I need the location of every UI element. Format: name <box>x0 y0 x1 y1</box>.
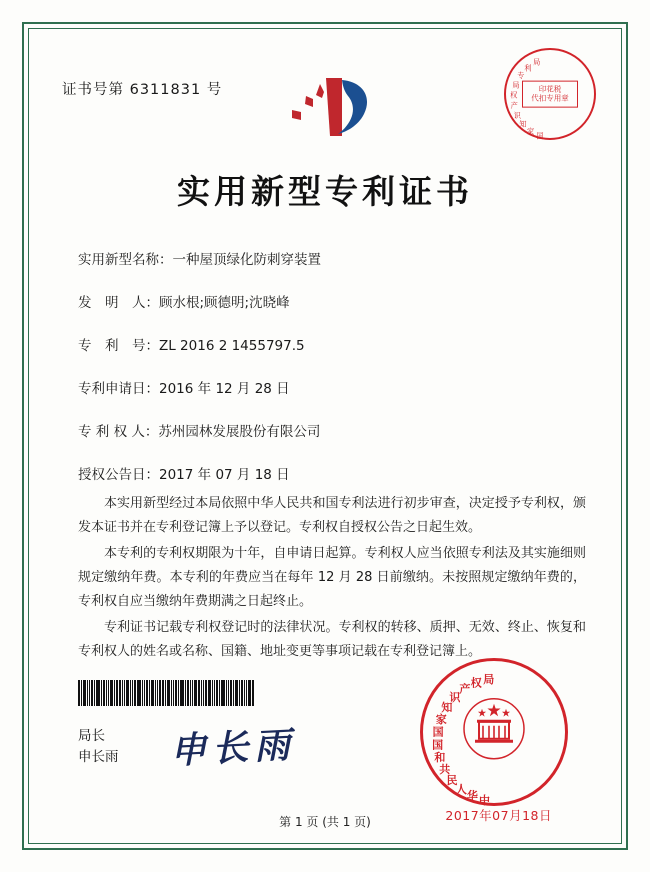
field-utility-model-name <box>78 248 590 268</box>
page-footer: 第 1 页 (共 1 页) <box>279 815 371 829</box>
national-seal: 中 华 人 民 共 和 国 国 家 知 识 产 权 局 <box>420 658 568 806</box>
tax-stamp <box>504 48 596 140</box>
field-label: 授权公告日： <box>78 467 159 483</box>
field-inventors <box>78 291 590 311</box>
legal-text <box>78 492 586 666</box>
field-value: 苏州园林发展股份有限公司 <box>158 424 321 440</box>
tax-stamp-inner <box>522 81 578 108</box>
tax-stamp-ring-text: 国 家 知 识 产 权 局 专 利 局 <box>510 57 544 141</box>
signatory-name: 申长雨 <box>78 748 119 765</box>
field-list <box>78 248 590 506</box>
certificate-number: 证书号第 6311831 号 <box>62 82 223 98</box>
national-emblem-icon <box>461 696 527 762</box>
field-value: 顾水根;顾德明;沈晓峰 <box>159 295 290 311</box>
barcode <box>78 680 256 706</box>
field-value: 2016 年 12 月 28 日 <box>159 381 290 397</box>
field-patentee <box>78 420 590 440</box>
page-title: 实用新型专利证书 <box>177 172 473 211</box>
patent-office-logo-icon <box>268 68 388 143</box>
signature-labels <box>78 726 119 768</box>
field-grant-announcement-date <box>78 463 590 483</box>
field-label: 发 明 人： <box>78 295 159 311</box>
tax-stamp-line1: 印花税 <box>538 84 562 94</box>
field-label: 专利申请日： <box>78 381 159 397</box>
legal-paragraph-2: 本专利的专利权期限为十年，自申请日起算。专利权人应当依照专利法及其实施细则规定缴纳年费。本专利的年费应当在每年 12 月 28 日前缴纳。未按照规定缴纳年费的，专利权自应当缴纳年费期满之日起终止。 <box>78 546 586 610</box>
field-value: ZL 2016 2 1455797.5 <box>159 338 305 354</box>
tax-stamp-line2: 代扣专用章 <box>531 94 569 103</box>
legal-paragraph-3: 专利证书记载专利权登记时的法律状况。专利权的转移、质押、无效、终止、恢复和专利权人的姓名或名称、国籍、地址变更等事项记载在专利登记簿上。 <box>78 620 586 660</box>
field-value: 一种屋顶绿化防刺穿装置 <box>172 252 321 268</box>
field-label: 专 利 权 人： <box>78 424 159 440</box>
field-label: 专 利 号： <box>78 338 159 354</box>
seal-date: 2017年07月18日 <box>445 808 552 823</box>
handwritten-signature: 申长雨 <box>169 723 298 773</box>
field-patent-number <box>78 334 590 354</box>
signatory-title: 局长 <box>78 728 105 744</box>
certificate-content <box>50 48 600 832</box>
field-label: 实用新型名称： <box>78 252 173 268</box>
field-value: 2017 年 07 月 18 日 <box>159 467 290 483</box>
field-application-date <box>78 377 590 397</box>
legal-paragraph-1: 本实用新型经过本局依照中华人民共和国专利法进行初步审查，决定授予专利权，颁发本证书并在专利登记簿上予以登记。专利权自授权公告之日起生效。 <box>78 496 586 536</box>
